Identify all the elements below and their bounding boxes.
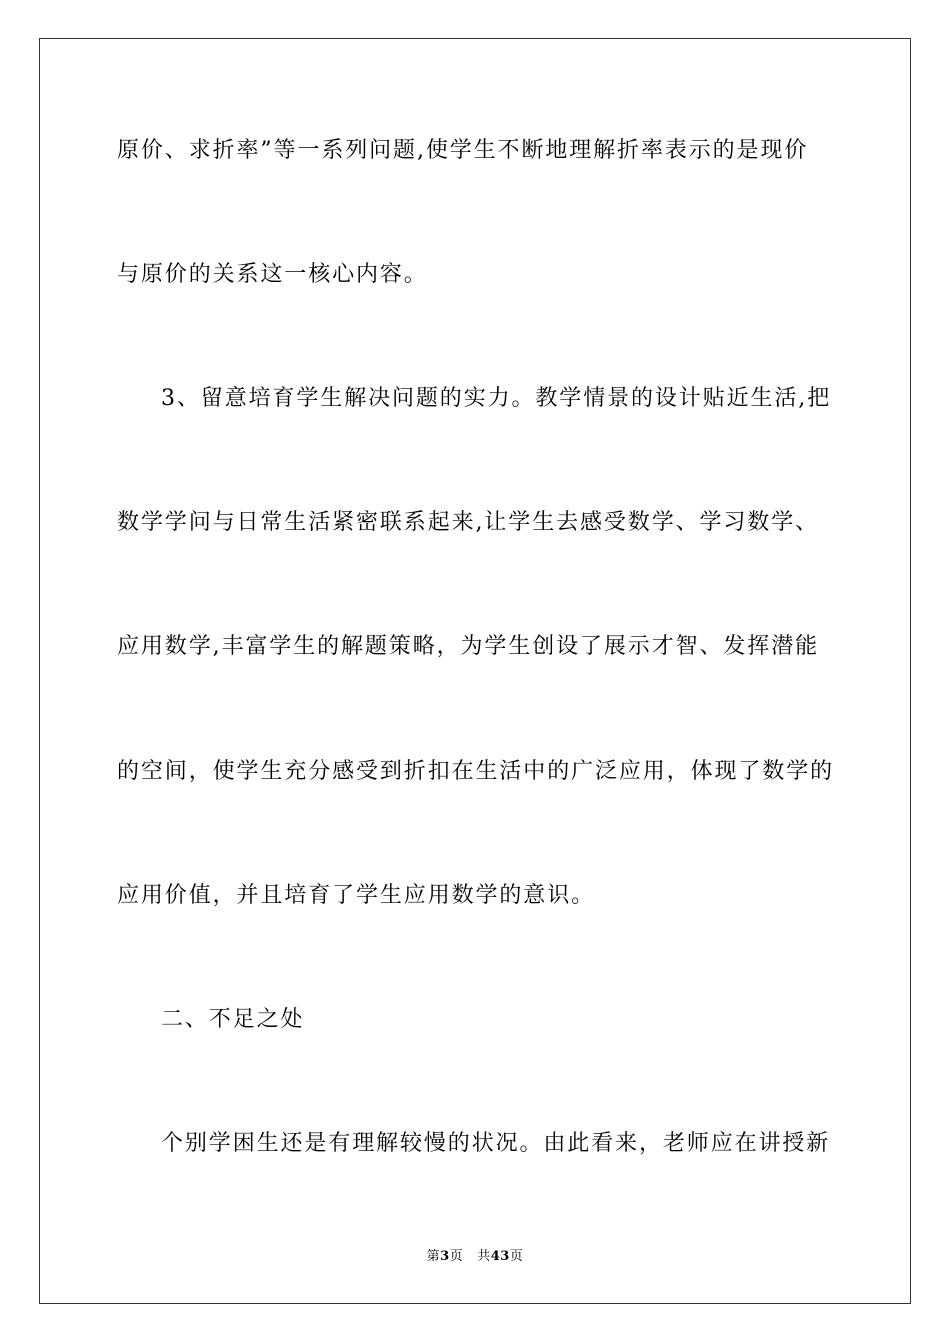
- footer-page-suffix: 页: [449, 1249, 464, 1264]
- page-footer: [0, 1248, 950, 1266]
- section-heading: 二、不足之处: [161, 1007, 305, 1032]
- footer-page-prefix: 第: [426, 1249, 441, 1264]
- footer-total-prefix: 共: [477, 1249, 491, 1264]
- footer-total-suffix: 页: [509, 1249, 524, 1264]
- body-line-7: 应用价值，并且培育了学生应用数学的意识。: [117, 883, 596, 908]
- body-line-4: 数学学问与日常生活紧密联系起来,让学生去感受数学、学习数学、: [117, 510, 819, 535]
- body-line-2: 与原价的关系这一核心内容。: [117, 262, 428, 287]
- footer-total-pages: 43: [490, 1249, 510, 1264]
- body-line-1: 原价、求折率”等一系列问题,使学生不断地理解折率表示的是现价: [117, 138, 809, 163]
- body-line-6: 的空间，使学生充分感受到折扣在生活中的广泛应用，体现了数学的: [117, 759, 835, 784]
- body-line-3: 3、留意培育学生解决问题的实力。教学情景的设计贴近生活,把: [161, 386, 832, 411]
- body-line-5: 应用数学,丰富学生的解题策略，为学生创设了展示才智、发挥潜能: [117, 634, 819, 659]
- page-border: [39, 38, 911, 1304]
- footer-page-number: 3: [440, 1249, 450, 1264]
- body-line-9: 个别学困生还是有理解较慢的状况。由此看来，老师应在讲授新: [161, 1131, 831, 1156]
